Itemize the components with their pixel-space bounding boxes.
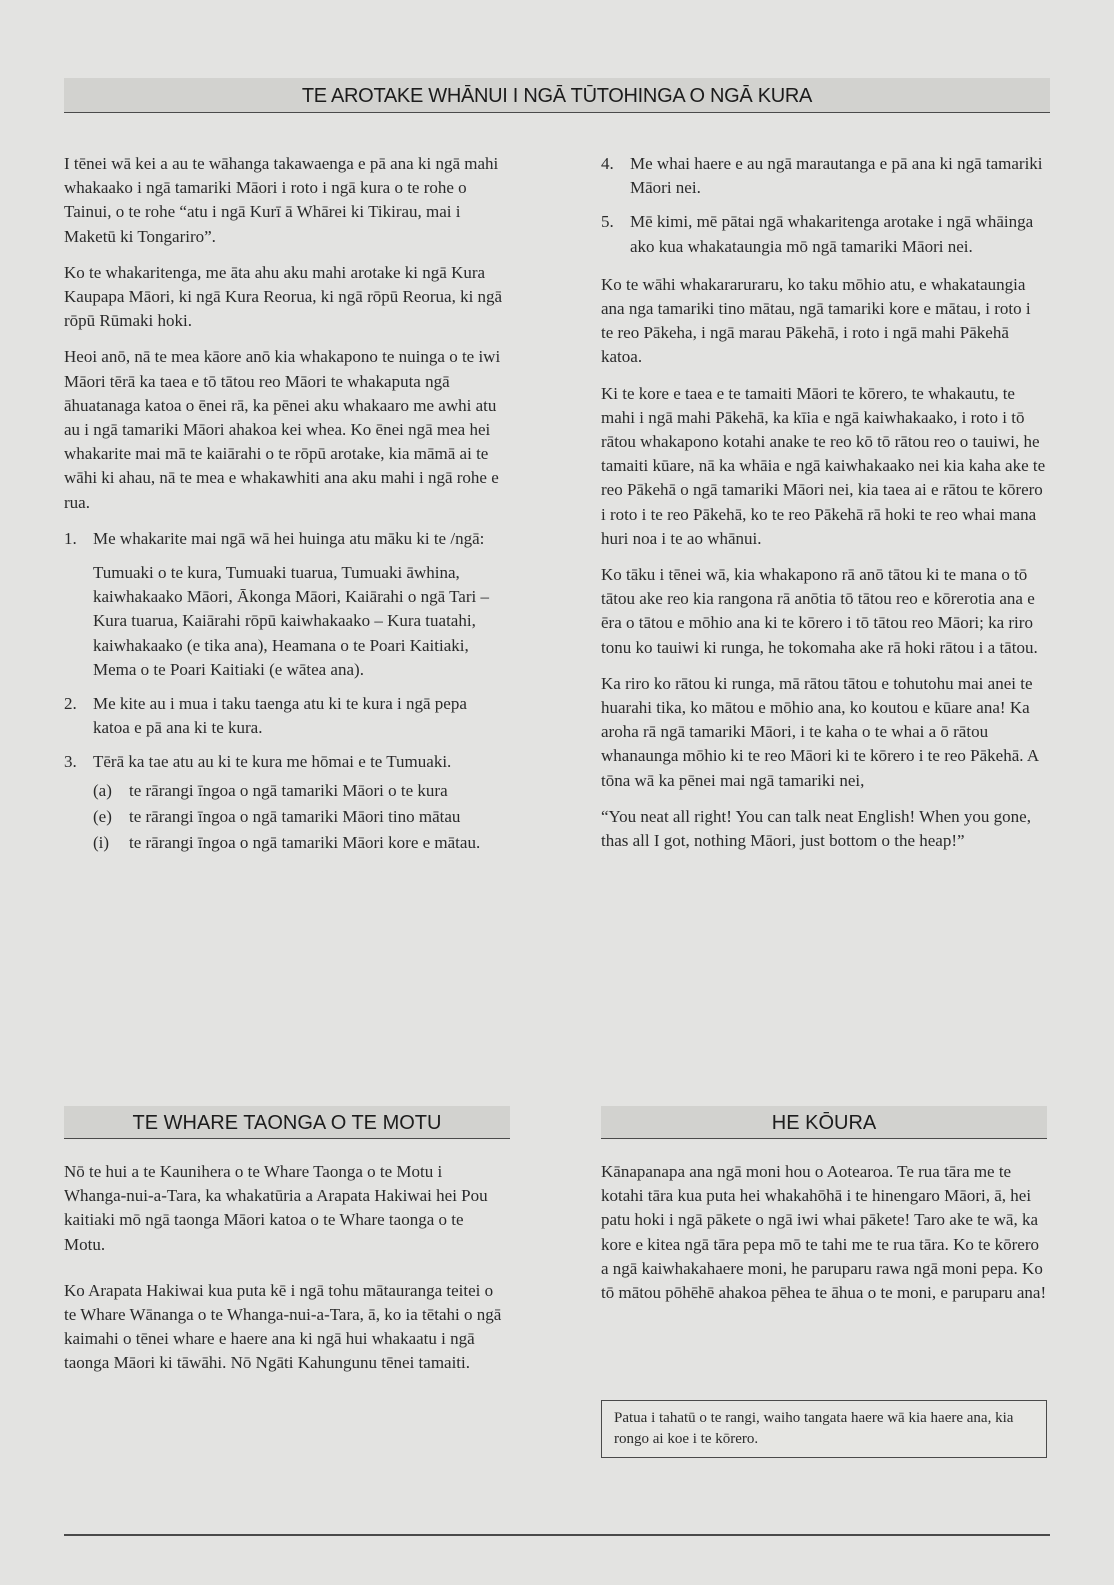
sub-list-item	[93, 779, 506, 803]
list-number: 1.	[64, 528, 77, 548]
section-heading-koura: HE KŌURA	[601, 1106, 1047, 1139]
list-text: Me whai haere e au ngā marautanga e pā ana ki ngā tamariki Māori nei.	[630, 154, 1043, 198]
paragraph: Ko te wāhi whakararuraru, ko taku mōhio atu, e whakataungia ana nga tamariki tino mātau, ngā tamariki kore e mātau, i roto i te reo Pākeha, i ngā marau Pākehā, i roto i ngā mahi Pākehā katoa.	[601, 274, 1031, 367]
sub-list-item	[93, 831, 506, 855]
list-item	[601, 152, 1047, 200]
list-item	[601, 210, 1047, 258]
quote: “You neat all right! You can talk neat English! When you gone, thas all I got, nothing Māori, just bottom o the heap!”	[601, 806, 1031, 851]
list-number: 3.	[64, 752, 77, 772]
paragraph: Heoi anō, nā te mea kāore anō kia whakapono te nuinga o te iwi Māori tērā ka taea e tō tātou reo Māori te whakaputa ngā āhuatanaga katoa o ēnei rā, ka pēnei aku whakaaro me awhi atu au i ngā tamariki Māori ahakoa kei whea. Ko ēnei ngā mea hei whakarite mai mā te kaiārahi o te rōpū arotake, kia māmā ai te wāhi ki ahau, nā te mea e whakawhiti ana aku mahi i ngā rohe e rua.	[64, 347, 501, 512]
paragraph: Kānapanapa ana ngā moni hou o Aotearoa. Te rua tāra me te kotahi tāra kua puta hei whakahōhā i te hinengaro Māori, ā, hei patu hoki i ngā pākete o ngā iwi whai pākete! Taro ake te wā, ka kore e kitea ngā tāra pepa mō te tahi me te rua tāra. Ko te kōrero a ngā kaiwhakahaere moni, he paruparu rawa ngā moni pepa. Ko tō mātou pōhēhē ahakoa pēhea te āhua o te moni, e paruparu ana!	[601, 1162, 1047, 1303]
paragraph: Ko tāku i tēnei wā, kia whakapono rā anō tātou ki te mana o tō tātou ake reo kia rangona rā anōtia tō tātou reo e kōrerotia ana e ēra o tātou e mōhio ana ki te kōrero i tō tātou reo Māori; ka riro tonu ko tauiwi ki runga, he tokomaha ake rā hoki rātou i a tātou.	[601, 565, 1038, 657]
sub-list-label: (e)	[93, 806, 112, 826]
list-item	[64, 527, 506, 682]
list-item	[64, 750, 506, 855]
sub-list	[93, 779, 506, 856]
paragraph: Nō te hui a te Kaunihera o te Whare Taonga o te Motu i Whanga-nui-a-Tara, ka whakatūria a Arapata Hakiwai hei Pou kaitiaki mō ngā taonga Māori katoa o te Whare taonga o te Motu.	[64, 1162, 488, 1254]
list-text: Me whakarite mai ngā wā hei huinga atu māku ki te /ngā:	[93, 528, 485, 548]
left-column	[64, 152, 506, 865]
list-item	[64, 692, 506, 740]
paragraph: Ka riro ko rātou ki runga, mā rātou tātou e tohutohu mai anei te huarahi tika, ko mātou e mōhio ana, ko koutou e kūare ana! Ka aroha rā ngā tamariki Māori, i te kaha o te whai a ō rātou whanaunga mōhio ki te reo Māori ki te kōrero i te reo Pākehā. A tōna wā ka pēnei mai ngā tamariki nei,	[601, 673, 1039, 790]
list-text: Me kite au i mua i taku taenga atu ki te kura i ngā pepa katoa e pā ana ki te kura.	[93, 694, 467, 738]
paragraph: Ki te kore e taea e te tamaiti Māori te kōrero, te whakautu, te mahi i ngā mahi Pākehā, ka kīia e ngā kaiwhakaako, i roto i tō rātou whakapono kotahi anake te reo kō tō rātou reo o tauiwi, he tamaiti kūare, nā ka whāia e ngā kaiwhakaako nei kia kaha ake te reo Pākehā o ngā tamariki Māori nei, kia taea ai e rātou te kōrero i roto i te reo Pākehā, ko te reo Pākehā rā hoki te reo whai mana huri noa i te ao whānui.	[601, 383, 1046, 548]
museum-section	[64, 1160, 506, 1388]
list-number: 4.	[601, 154, 614, 173]
list-subtext: Tumuaki o te kura, Tumuaki tuarua, Tumuaki āwhina, kaiwhakaako Māori, Ākonga Māori, Kaiārahi o ngā Tari – Kura tuarua, Kaiārahi rōpū kaiwhakaako – Kura tuatahi, kaiwhakaako (e tika ana), Heamana o te Poari Kaitiaki, Mema o te Poari Kaitiaki (e wātea ana).	[93, 563, 489, 679]
sub-list-label: (a)	[93, 780, 112, 800]
right-column	[601, 152, 1047, 865]
list-number: 5.	[601, 212, 614, 232]
section-heading-museum: TE WHARE TAONGA O TE MOTU	[64, 1106, 510, 1139]
paragraph: I tēnei wā kei a au te wāhanga takawaenga e pā ana ki ngā mahi whakaako i ngā tamariki Māori i roto i ngā kura o te rohe o Tainui, o te rohe “atu i ngā Kurī ā Whārei ki Tikirau, mai i Maketū ki Tongariro”.	[64, 154, 499, 246]
sub-list-text: te rārangi īngoa o ngā tamariki Māori o te kura	[129, 780, 448, 800]
bottom-rule	[64, 1534, 1050, 1536]
sub-list-text: te rārangi īngoa o ngā tamariki Māori kore e mātau.	[129, 833, 481, 853]
list-number: 2.	[64, 694, 77, 714]
paragraph: Ko Arapata Hakiwai kua puta kē i ngā tohu mātauranga teitei o te Whare Wānanga o te Whanga-nui-a-Tara, ā, ko ia tētahi o ngā kaimahi o tēnei whare e haere ana ki ngā hui whakaatu i ngā taonga Māori ki tāwāhi. Nō Ngāti Kahungunu tēnei tamaiti.	[64, 1280, 502, 1373]
proverb-box: Patua i tahatū o te rangi, waiho tangata haere wā kia haere ana, kia rongo ai koe i te kōrero.	[601, 1400, 1047, 1458]
paragraph: Ko te whakaritenga, me āta ahu aku mahi arotake ki ngā Kura Kaupapa Māori, ki ngā Kura Reorua, ki ngā rōpū Reorua, ki ngā rōpū Rūmaki hoki.	[64, 262, 503, 331]
list-text: Tērā ka tae atu au ki te kura me hōmai e te Tumuaki.	[93, 752, 452, 772]
koura-section	[601, 1160, 1047, 1317]
list-text: Mē kimi, mē pātai ngā whakaritenga arotake i ngā whāinga ako kua whakataungia mō ngā tamariki Māori nei.	[630, 212, 1034, 256]
sub-list-text: te rārangi īngoa o ngā tamariki Māori tino mātau	[129, 806, 461, 826]
sub-list-label: (i)	[93, 833, 110, 853]
page-title: TE AROTAKE WHĀNUI I NGĀ TŪTOHINGA O NGĀ KURA	[64, 78, 1050, 113]
sub-list-item	[93, 805, 506, 829]
